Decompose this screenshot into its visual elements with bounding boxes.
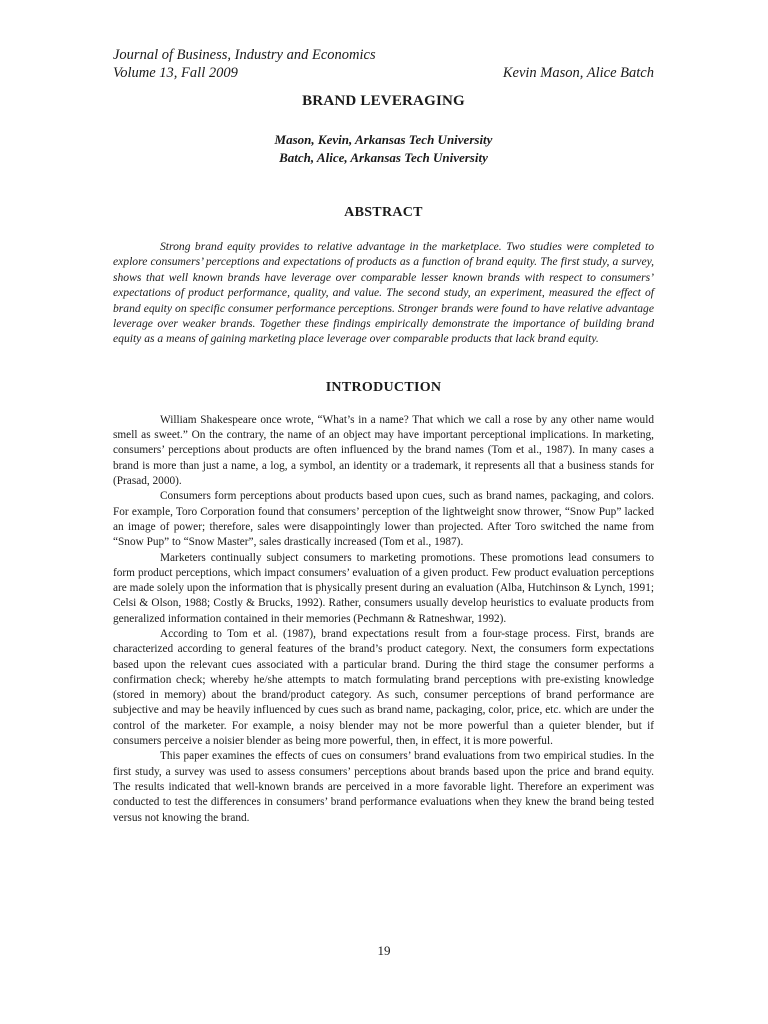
introduction-heading: INTRODUCTION	[325, 379, 442, 395]
author-list	[113, 131, 654, 167]
abstract-heading: ABSTRACT	[344, 205, 423, 220]
volume-info: Volume 13, Fall 2009	[113, 65, 238, 81]
paragraph: This paper examines the effects of cues on consumers’ brand evaluations from two empirical studies. In the first study, a survey was used to assess consumers’ perceptions about brands based upon the price and brand equity. The results indicated that well-known brands are perceived in a more favorable light. Therefore an experiment was conducted to test the differences in consumers’ brand performance evaluations when they knew the brand being tested versus not knowing the brand.	[113, 750, 654, 824]
introduction-body	[113, 413, 654, 826]
abstract-text: Strong brand equity provides to relative advantage in the marketplace. Two studies were completed to explore consumers’ perceptions and expectations of products as a function of brand equity. The first study, a survey, shows that well known brands have leverage over comparable lesser known brands with respect to consumers’ expectations of product performance, quality, and value. The second study, an experiment, measured the effect of brand equity on specific consumer performance perceptions. Stronger brands were found to have relative advantage leverage over weaker brands. Together these findings empirically demonstrate the importance of building brand equity as a means of gaining marketing place leverage over comparable products that lack brand equity.	[113, 240, 654, 346]
running-authors: Kevin Mason, Alice Batch	[502, 65, 654, 81]
paragraph: Consumers form perceptions about products based upon cues, such as brand names, packaging, and colors. For example, Toro Corporation found that consumers’ perception of the lightweight snow thrower, “Snow Pup” lacked an image of power; therefore, sales were disappointingly lower than projected. After Toro switched the name from “Snow Pup” to “Snow Master”, sales drastically increased (Tom et al., 1987).	[113, 490, 654, 549]
paragraph: William Shakespeare once wrote, “What’s in a name? That which we call a rose by any other name would smell as sweet.” On the contrary, the name of an object may have important perceptional implications. In marketing, consumers’ perceptions about products are often influenced by the brand names (Tom et al., 1987). In many cases a brand is more than just a name, a log, a symbol, an identity or a trademark, it represents all that a business stands for (Prasad, 2000).	[113, 413, 654, 488]
author-line: Batch, Alice, Arkansas Tech University	[279, 150, 488, 165]
page-number: 19	[377, 943, 391, 958]
paragraph: According to Tom et al. (1987), brand expectations result from a four-stage process. First, brands are characterized according to general features of the brand’s product category. Next, the consumers form expectations based upon the relevant cues associated with a particular brand. During the third stage the consumer performs a confirmation check; whereby he/she attempts to match formulating brand perceptions with pre-existing knowledge (stored in memory) about the brand/product category. As such, consumer perceptions of brand performance are subjective and may be heavily influenced by cues such as brand name, packaging, color, price, etc. which are under the control of the marketer. For example, a noisy blender may not be more powerful than a quieter blender, but if consumers perceive a noisier blender as being more powerful, then, in effect, it is more powerful.	[113, 628, 654, 748]
journal-name: Journal of Business, Industry and Economics	[113, 47, 376, 63]
author-line: Mason, Kevin, Arkansas Tech University	[274, 132, 493, 147]
paragraph: Marketers continually subject consumers to marketing promotions. These promotions lead consumers to form product perceptions, which impact consumers’ evaluation of a given product. Few product evaluation perceptions are made solely upon the information that is physically present during an evaluation (Alba, Hutchinson & Lynch, 1991; Celsi & Olson, 1988; Costly & Brucks, 1992). Rather, consumers usually develop heuristics to evaluate products from generalized information contained in their memories (Pechmann & Ratneshwar, 1992).	[113, 551, 654, 625]
journal-header	[113, 46, 654, 64]
volume-header	[113, 64, 654, 82]
paper-title: BRAND LEVERAGING	[302, 93, 465, 109]
paper-page	[113, 46, 654, 826]
